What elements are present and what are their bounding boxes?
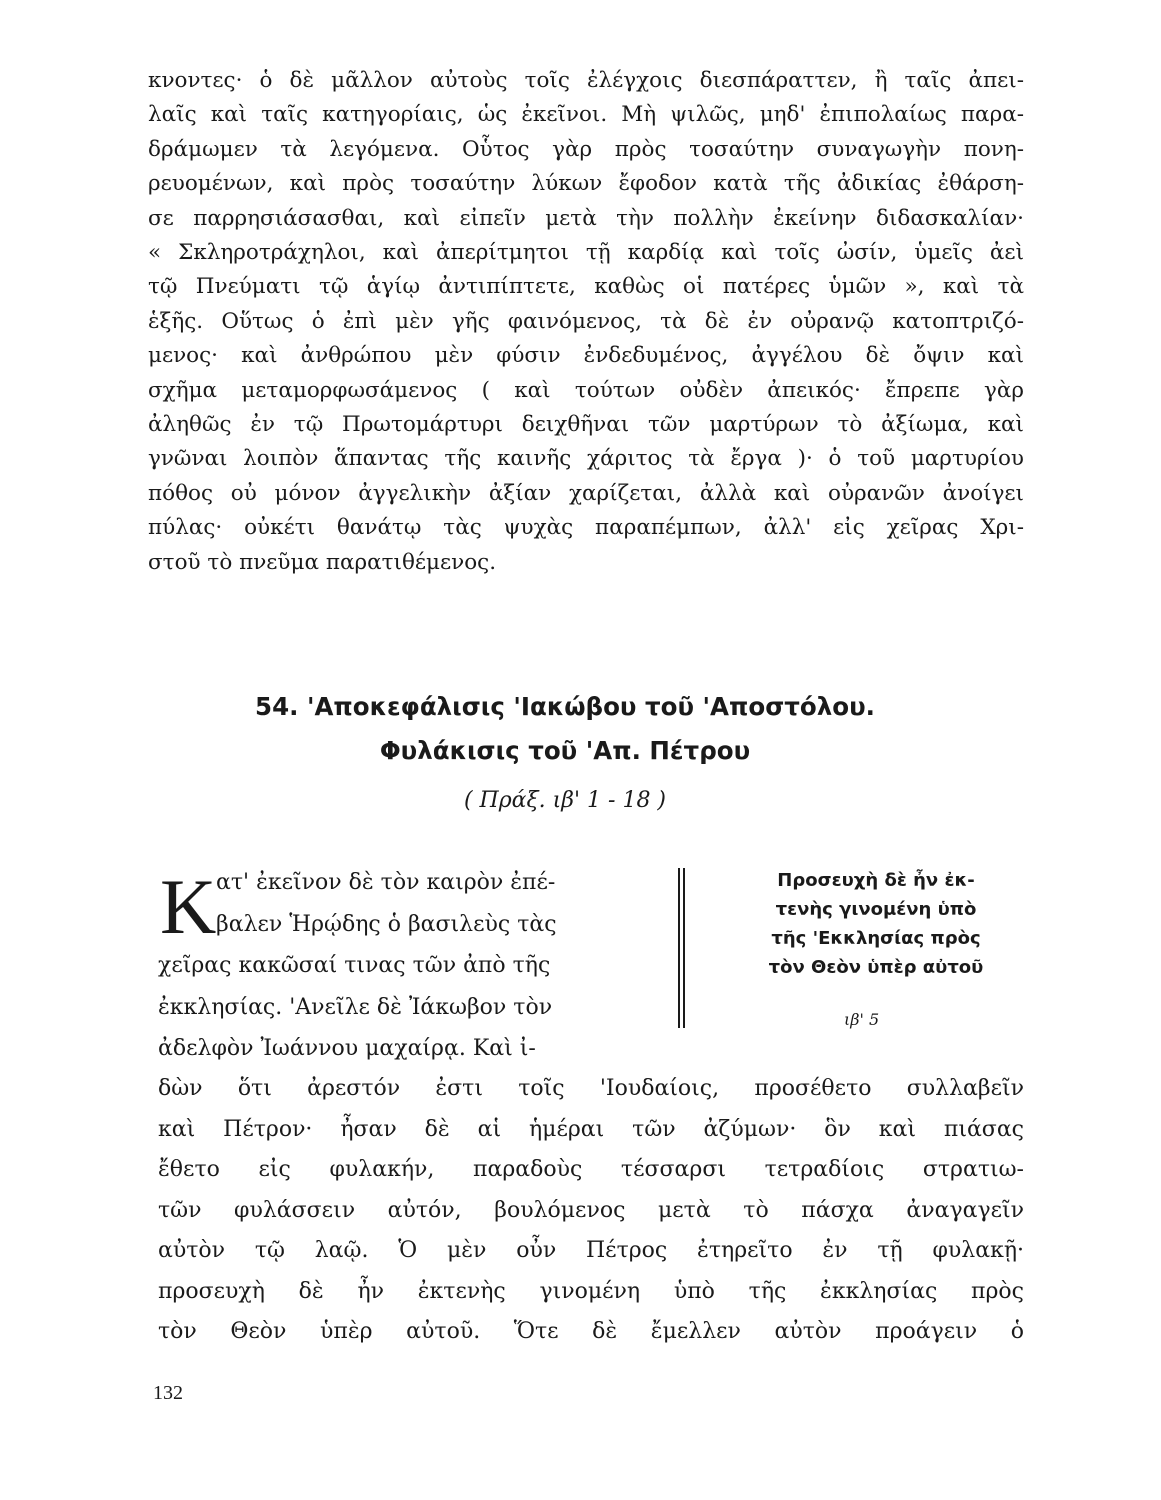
- text-line: μενος· καὶ ἀνθρώπου μὲν φύσιν ἐνδεδυμένος, ἀγγέλου δὲ ὄψιν καὶ: [148, 343, 1024, 369]
- page-number: 132: [153, 1382, 183, 1404]
- top-paragraph: [148, 64, 1024, 580]
- text-line: τῷ Πνεύματι τῷ ἁγίῳ ἀντιπίπτετε, καθὼς οἱ πατέρες ὑμῶν », καὶ τὰ: [148, 274, 1024, 300]
- text-line: χεῖρας κακῶσαί τινας τῶν ἀπὸ τῆς: [158, 953, 551, 978]
- text-line: λαῖς καὶ ταῖς κατηγορίαις, ὡς ἐκεῖνοι. Μὴ ψιλῶς, μηδ' ἐπιπολαίως παρα-: [148, 102, 1024, 128]
- text-line: τενὴς γινομένη ὑπὸ: [775, 899, 977, 920]
- text-line: γνῶναι λοιπὸν ἅπαντας τῆς καινῆς χάριτος τὰ ἔργα )· ὁ τοῦ μαρτυρίου: [148, 446, 1024, 472]
- text-line: ἀδελφὸν Ἰωάννου μαχαίρᾳ. Καὶ ἰ-: [158, 1036, 536, 1061]
- text-line: ἐκκλησίας. 'Ανεῖλε δὲ Ἰάκωβον τὸν: [158, 994, 553, 1020]
- text-line: κνοντες· ὁ δὲ μᾶλλον αὐτοὺς τοῖς ἐλέγχοις διεσπάραττεν, ἢ ταῖς ἀπει-: [148, 68, 1024, 93]
- text-line: στοῦ τὸ πνεῦμα παρατιθέμενος.: [148, 549, 497, 575]
- text-line: τῶν φυλάσσειν αὐτόν, βουλόμενος μετὰ τὸ πάσχα ἀναγαγεῖν: [158, 1197, 1024, 1223]
- text-line: τὸν Θεὸν ὑπὲρ αὐτοῦ. Ὅτε δὲ ἔμελλεν αὐτὸν προάγειν ὁ: [158, 1319, 1024, 1344]
- text-line: ατ' ἐκεῖνον δὲ τὸν καιρὸν ἐπέ-: [216, 870, 556, 895]
- text-line: σχῆμα μεταμορφωσάμενος ( καὶ τούτων οὐδὲν ἀπεικός· ἔπρεπε γὰρ: [148, 377, 1024, 403]
- vertical-rule: [683, 868, 685, 1028]
- text-line: δράμωμεν τὰ λεγόμενα. Οὗτος γὰρ πρὸς τοσαύτην συναγωγὴν πονη-: [148, 136, 1024, 162]
- text-line: ρευομένων, καὶ πρὸς τοσαύτην λύκων ἔφοδον κατὰ τῆς ἀδικίας ἐθάρση-: [148, 171, 1024, 197]
- text-line: ἔθετο εἰς φυλακήν, παραδοὺς τέσσαρσι τετραδίοις στρατιω-: [158, 1157, 1024, 1182]
- text-line: πόθος οὐ μόνον ἀγγελικὴν ἀξίαν χαρίζεται, ἀλλὰ καὶ οὐρανῶν ἀνοίγει: [148, 480, 1024, 506]
- section-heading: [150, 685, 980, 773]
- text-line: τῆς 'Εκκλησίας πρὸς: [771, 928, 981, 949]
- text-line: ἀληθῶς ἐν τῷ Πρωτομάρτυρι δειχθῆναι τῶν μαρτύρων τὸ ἀξίωμα, καὶ: [148, 412, 1024, 438]
- section-heading-line-2: Φυλάκισις τοῦ 'Απ. Πέτρου: [379, 736, 751, 765]
- text-line: σε παρρησιάσασθαι, καὶ εἰπεῖν μετὰ τὴν πολλὴν ἐκείνην διδασκαλίαν·: [148, 205, 1024, 231]
- text-line: πύλας· οὐκέτι θανάτῳ τὰς ψυχὰς παραπέμπων, ἀλλ' εἰς χεῖρας Χρι-: [148, 515, 1024, 541]
- bottom-paragraph: [158, 1069, 1024, 1353]
- text-line: αὐτὸν τῷ λαῷ. Ὁ μὲν οὖν Πέτρος ἐτηρεῖτο ἐν τῇ φυλακῇ·: [158, 1238, 1024, 1263]
- text-line: βαλεν Ἡρῴδης ὁ βασιλεὺς τὰς: [216, 911, 557, 937]
- scripture-reference: ( Πράξ. ιβ' 1 - 18 ): [463, 788, 667, 813]
- text-line: Προσευχὴ δὲ ἦν ἐκ-: [777, 870, 975, 891]
- section-heading-line-1: 54. 'Αποκεφάλισις 'Ιακώβου τοῦ 'Αποστόλου.: [255, 692, 875, 721]
- text-line: ἑξῆς. Οὕτως ὁ ἐπὶ μὲν γῆς φαινόμενος, τὰ δὲ ἐν οὐρανῷ κατοπτριζό-: [148, 308, 1024, 334]
- text-line: δὼν ὅτι ἀρεστόν ἐστι τοῖς 'Ιουδαίοις, προσέθετο συλλαβεῖν: [158, 1076, 1024, 1101]
- opening-paragraph-column: [158, 862, 652, 1070]
- margin-note-title: [726, 866, 1026, 982]
- margin-note: [676, 862, 1026, 1032]
- vertical-rule: [678, 868, 680, 1028]
- margin-note-reference: ιβ' 5: [844, 1010, 880, 1029]
- text-line: « Σκληροτράχηλοι, καὶ ἀπερίτμητοι τῇ καρδίᾳ καὶ τοῖς ὠσίν, ὑμεῖς ἀεὶ: [148, 240, 1024, 266]
- text-line: προσευχὴ δὲ ἦν ἐκτενὴς γινομένη ὑπὸ τῆς ἐκκλησίας πρὸς: [158, 1278, 1024, 1304]
- drop-cap: Κ: [160, 863, 217, 950]
- text-line: καὶ Πέτρον· ἦσαν δὲ αἱ ἡμέραι τῶν ἀζύμων· ὃν καὶ πιάσας: [158, 1116, 1024, 1142]
- text-line: τὸν Θεὸν ὑπὲρ αὐτοῦ: [768, 957, 984, 978]
